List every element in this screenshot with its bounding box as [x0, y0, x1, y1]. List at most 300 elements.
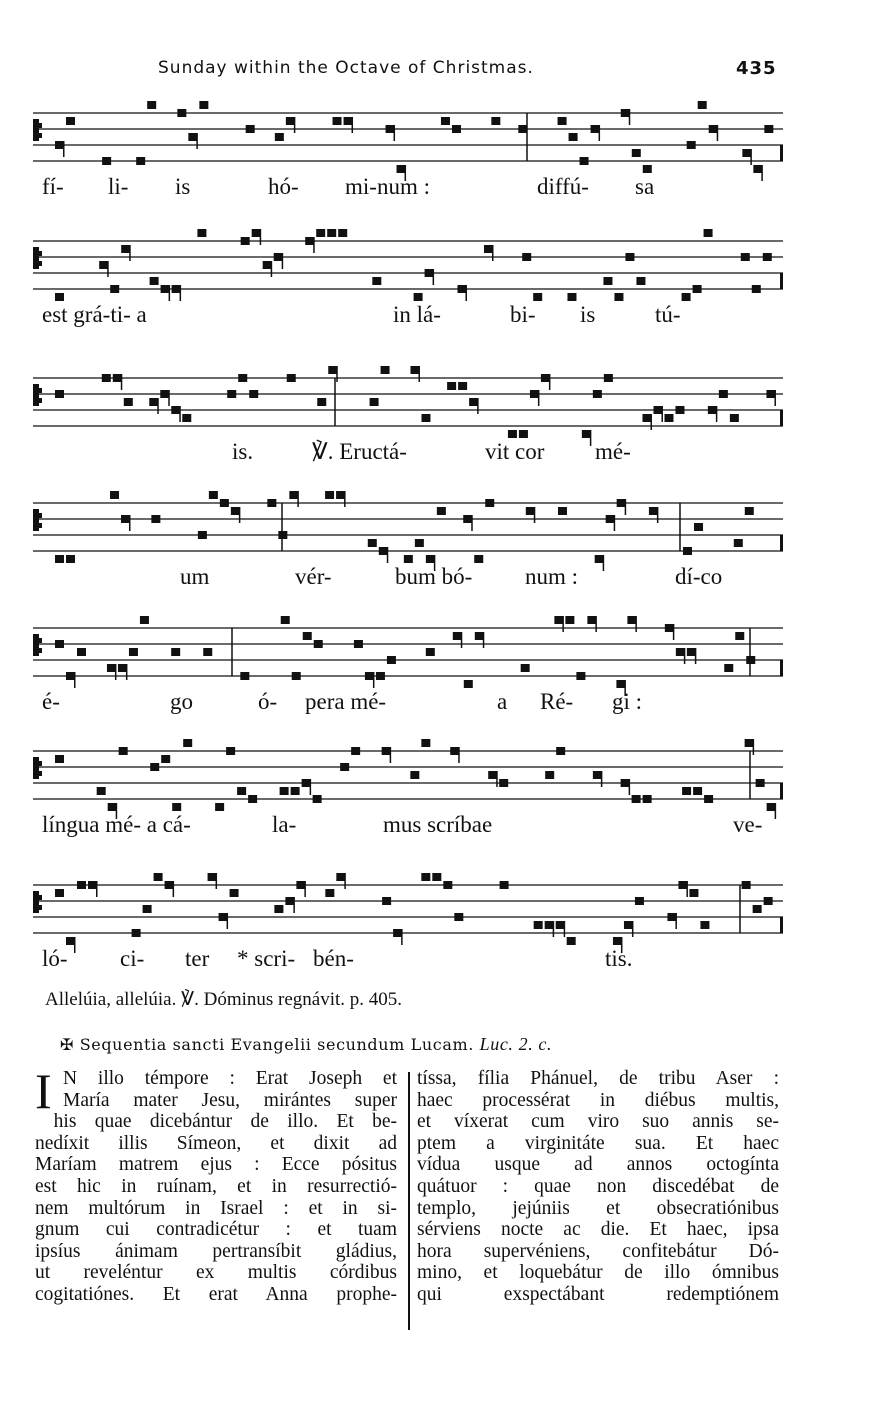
neume: [108, 803, 117, 811]
neume: [267, 499, 276, 507]
custos: [780, 535, 783, 551]
neume: [558, 117, 567, 125]
lyric-syllable: go: [170, 689, 193, 714]
running-header-title: Sunday within the Octave of Christmas.: [158, 58, 534, 78]
neume: [447, 382, 456, 390]
neume: [665, 624, 674, 632]
neume: [545, 771, 554, 779]
neume: [316, 229, 325, 237]
neume: [302, 779, 311, 787]
neume: [604, 374, 613, 382]
staff-system: [0, 100, 886, 230]
neume: [219, 913, 228, 921]
neume: [576, 672, 585, 680]
neume: [432, 873, 441, 881]
neume: [616, 680, 625, 688]
lyric-syllable: a: [497, 689, 508, 714]
neume: [603, 277, 612, 285]
neume: [745, 507, 754, 515]
neume: [161, 285, 170, 293]
neume: [240, 672, 249, 680]
staff-system: [0, 738, 886, 868]
staff: [33, 495, 783, 545]
staff: [33, 877, 783, 927]
neume: [554, 616, 563, 624]
text-line: Maríam matrem ejus : Ecce pósitus: [35, 1154, 397, 1176]
neume: [143, 905, 152, 913]
neume: [372, 277, 381, 285]
column-divider: [408, 1072, 410, 1330]
neume: [188, 133, 197, 141]
neume: [379, 547, 388, 555]
neume: [704, 229, 713, 237]
neume: [500, 881, 509, 889]
neume: [182, 414, 191, 422]
neume: [305, 237, 314, 245]
neume: [289, 491, 298, 499]
neume: [437, 507, 446, 515]
neume: [340, 763, 349, 771]
neume: [183, 739, 192, 747]
neume: [580, 157, 589, 165]
c-clef-icon: [33, 757, 42, 779]
neume: [370, 398, 379, 406]
neume: [526, 507, 535, 515]
neume: [161, 755, 170, 763]
text-line: tíssa, fília Phánuel, de tribu Aser :: [417, 1068, 779, 1089]
lyric-syllable: hó-: [268, 174, 299, 199]
neume: [107, 664, 116, 672]
neume: [533, 293, 542, 301]
neume: [519, 430, 528, 438]
staff: [33, 620, 783, 670]
lyric-syllable: ó-: [258, 689, 278, 714]
neume: [230, 889, 239, 897]
neume: [281, 616, 290, 624]
neume: [382, 747, 391, 755]
neume: [246, 125, 255, 133]
neume: [767, 803, 776, 811]
neume: [653, 406, 662, 414]
neume: [730, 414, 739, 422]
neume: [463, 515, 472, 523]
lyric-syllable: la-: [272, 812, 297, 837]
neume: [450, 747, 459, 755]
neume: [678, 881, 687, 889]
lyric-syllable: is: [580, 302, 596, 327]
neume: [766, 390, 775, 398]
neume: [328, 366, 337, 374]
neume: [325, 491, 334, 499]
neume: [99, 261, 108, 269]
neume: [154, 873, 163, 881]
neume: [693, 285, 702, 293]
neume: [541, 374, 550, 382]
neume: [708, 406, 717, 414]
neume: [593, 390, 602, 398]
neume: [746, 656, 755, 664]
neume: [667, 913, 676, 921]
gospel-heading-text: Sequentia sancti Evangelii secundum Lucam.: [79, 1035, 474, 1054]
neume: [150, 277, 159, 285]
neume: [621, 779, 630, 787]
neume: [121, 245, 130, 253]
lyric-syllable: mi-num :: [345, 174, 430, 199]
neume: [415, 539, 424, 547]
custos: [780, 410, 783, 426]
text-line: quátuor : quae non discedébat de: [417, 1175, 779, 1197]
neume: [338, 229, 347, 237]
neume: [386, 125, 395, 133]
text-line: cogitatiónes. Et erat Anna prophe-: [35, 1283, 397, 1305]
neume: [66, 672, 75, 680]
custos: [780, 660, 783, 676]
neume: [66, 555, 75, 563]
neume: [704, 795, 713, 803]
lyric-syllable: tis.: [605, 946, 633, 971]
neume: [140, 616, 149, 624]
neume: [88, 881, 97, 889]
neume: [376, 672, 385, 680]
neume: [336, 491, 345, 499]
lyric-syllable: Ré-: [540, 689, 574, 714]
neume: [55, 640, 64, 648]
staff-system: [0, 872, 886, 1002]
neume: [397, 165, 406, 173]
text-line: N illo témpore : Erat Joseph et: [63, 1068, 397, 1089]
lyric-syllable: is.: [232, 439, 254, 464]
neume: [172, 285, 181, 293]
lyric-syllable: ve-: [733, 812, 763, 837]
gospel-heading: [60, 1034, 552, 1055]
neume: [220, 499, 229, 507]
neume: [354, 640, 363, 648]
lyric-syllable: gi :: [612, 689, 643, 714]
neume: [333, 117, 342, 125]
staff: [33, 233, 783, 283]
neume: [292, 672, 301, 680]
text-line: qui exspectábant redemptiónem: [417, 1283, 779, 1305]
neume: [621, 109, 630, 117]
neume: [693, 787, 702, 795]
neume: [197, 229, 206, 237]
neume: [682, 787, 691, 795]
neume: [734, 539, 743, 547]
text-line: vídua usque ad annos octogínta: [417, 1154, 779, 1176]
neume: [280, 787, 289, 795]
neume: [443, 881, 452, 889]
staff: [33, 370, 783, 420]
neume: [675, 406, 684, 414]
lyric-syllable: diffú-: [537, 174, 589, 199]
neume: [587, 616, 596, 624]
neume: [275, 133, 284, 141]
lyric-syllable: é-: [42, 689, 60, 714]
text-line: María mater Jesu, mirántes super: [63, 1089, 397, 1111]
neume: [454, 913, 463, 921]
neume: [209, 491, 218, 499]
neume: [171, 406, 180, 414]
lyric-syllable: mus scríbae: [383, 812, 493, 837]
neume: [327, 229, 336, 237]
text-line: hora supervéniens, confitebátur Dó-: [417, 1240, 779, 1262]
lyric-syllable: in lá-: [393, 302, 441, 327]
neume: [649, 507, 658, 515]
neume: [97, 787, 106, 795]
custos: [780, 273, 783, 289]
neume: [296, 881, 305, 889]
text-line: et víxerat cum viro suo annis se-: [417, 1111, 779, 1133]
neume: [55, 889, 64, 897]
neume: [425, 269, 434, 277]
neume: [274, 253, 283, 261]
neume: [453, 632, 462, 640]
neume: [643, 165, 652, 173]
neume: [177, 109, 186, 117]
gospel-reference: Luc. 2. c.: [479, 1034, 553, 1054]
staff: [33, 743, 783, 793]
neume: [591, 125, 600, 133]
lyric-syllable: bum bó-: [395, 564, 473, 589]
neume: [410, 771, 419, 779]
lyric-syllable: ter: [185, 946, 210, 971]
lyric-syllable: ℣. Eructá-: [312, 439, 407, 464]
lyric-syllable: li-: [108, 174, 129, 199]
text-line: haec processérat in diébus multis,: [417, 1089, 779, 1111]
neume: [643, 795, 652, 803]
c-clef-icon: [33, 509, 42, 531]
neume: [627, 616, 636, 624]
text-line: mino, et loquebátur de illo ómnibus: [417, 1262, 779, 1284]
custos: [780, 783, 783, 799]
neume: [593, 771, 602, 779]
neume: [687, 141, 696, 149]
neume: [745, 739, 754, 747]
neume: [475, 632, 484, 640]
neume: [351, 747, 360, 755]
neume: [129, 648, 138, 656]
neume: [203, 648, 212, 656]
neume: [252, 229, 261, 237]
neume: [742, 881, 751, 889]
lyric-syllable: fí-: [42, 174, 64, 199]
neume: [381, 366, 390, 374]
neume: [110, 491, 119, 499]
neume: [676, 648, 685, 656]
neume: [565, 616, 574, 624]
neume: [753, 165, 762, 173]
neume: [344, 117, 353, 125]
page-number: 435: [736, 58, 777, 79]
neume: [683, 547, 692, 555]
neume: [132, 929, 141, 937]
neume: [160, 390, 169, 398]
lyric-syllable: sa: [635, 174, 655, 199]
neume: [491, 117, 500, 125]
lyric-syllable: dí-co: [675, 564, 723, 589]
neume: [171, 648, 180, 656]
neume: [121, 515, 130, 523]
neume: [484, 245, 493, 253]
text-line: gnum cui contradicétur : et tuam: [35, 1219, 397, 1241]
neume: [614, 293, 623, 301]
neume: [55, 755, 64, 763]
neume: [421, 414, 430, 422]
neume: [237, 787, 246, 795]
staff-system: [0, 365, 886, 495]
neume: [314, 640, 323, 648]
neume: [698, 101, 707, 109]
neume: [368, 539, 377, 547]
neume: [136, 157, 145, 165]
drop-cap: I: [35, 1063, 52, 1119]
c-clef-icon: [33, 119, 42, 141]
neume: [113, 374, 122, 382]
neume: [700, 921, 709, 929]
neume: [426, 555, 435, 563]
lyric-syllable: bi-: [510, 302, 536, 327]
neume: [709, 125, 718, 133]
neume: [518, 125, 527, 133]
neume: [632, 149, 641, 157]
text-line: ut reveléntur ex multis córdibus: [35, 1262, 397, 1284]
neume: [452, 125, 461, 133]
neume: [545, 921, 554, 929]
neume: [365, 672, 374, 680]
neume: [753, 905, 762, 913]
neume: [147, 101, 156, 109]
neume: [215, 803, 224, 811]
lyric-syllable: est grá-ti- a: [42, 302, 147, 327]
lyric-syllable: num :: [525, 564, 579, 589]
text-line: templo, jejúniis et obsecratiónibus: [417, 1197, 779, 1219]
lyric-syllable: ci-: [120, 946, 145, 971]
neume: [313, 795, 322, 803]
neume: [499, 779, 508, 787]
neume: [110, 285, 119, 293]
neume: [522, 253, 531, 261]
neume: [617, 499, 626, 507]
text-line: est hic in ruínam, et in resurrectió-: [35, 1175, 397, 1197]
neume: [595, 555, 604, 563]
neume: [752, 285, 761, 293]
neume: [741, 253, 750, 261]
neume: [336, 873, 345, 881]
neume: [556, 747, 565, 755]
lyric-syllable: bén-: [313, 946, 354, 971]
text-line: nem multórum in Israel : et in si-: [35, 1197, 397, 1219]
neume: [421, 739, 430, 747]
neume: [102, 157, 111, 165]
neume: [278, 531, 287, 539]
neume: [735, 632, 744, 640]
neume: [404, 555, 413, 563]
custos: [780, 145, 783, 161]
neume: [303, 632, 312, 640]
neume: [458, 382, 467, 390]
neume: [274, 905, 283, 913]
neume: [231, 507, 240, 515]
alleluia-rubric: Allelúia, allelúia. ℣. Dóminus regnávit. p. 405.: [45, 989, 403, 1010]
neume: [287, 374, 296, 382]
neume: [556, 921, 565, 929]
neume: [55, 293, 64, 301]
neume: [165, 881, 174, 889]
staff-system: [0, 490, 886, 620]
neume: [485, 499, 494, 507]
text-line: nedíxit illis Símeon, et dixit ad: [35, 1132, 397, 1154]
neume: [199, 101, 208, 109]
neume: [530, 390, 539, 398]
neume: [664, 414, 673, 422]
lyric-syllable: língua mé- a cá-: [42, 812, 191, 837]
neume: [241, 237, 250, 245]
neume: [521, 664, 530, 672]
neume: [558, 507, 567, 515]
lyric-syllable: * scri-: [237, 946, 296, 971]
neume: [291, 787, 300, 795]
neume: [208, 873, 217, 881]
text-line: his quae dicebántur de illo. Et be-: [53, 1111, 397, 1133]
neume: [756, 779, 765, 787]
neume: [636, 277, 645, 285]
neume: [632, 795, 641, 803]
neume: [694, 523, 703, 531]
neume: [325, 889, 334, 897]
gospel-text-left-column: [35, 1063, 397, 1306]
custos: [780, 917, 783, 933]
neume: [55, 555, 64, 563]
text-line: ptem a virginitáte sua. Et haec: [417, 1132, 779, 1154]
neume: [382, 897, 391, 905]
neume: [55, 141, 64, 149]
c-clef-icon: [33, 247, 42, 269]
neume: [102, 374, 111, 382]
neume: [567, 937, 576, 945]
neume: [124, 398, 133, 406]
neume: [66, 117, 75, 125]
staff-system: [0, 615, 886, 745]
neume: [508, 430, 517, 438]
neume: [567, 293, 576, 301]
neume: [421, 873, 430, 881]
neume: [625, 253, 634, 261]
lyric-syllable: vér-: [295, 564, 332, 589]
neume: [569, 133, 578, 141]
neume: [642, 414, 651, 422]
neume: [410, 366, 419, 374]
neume: [457, 285, 466, 293]
neume: [393, 929, 402, 937]
neume: [474, 555, 483, 563]
neume: [687, 648, 696, 656]
neume: [763, 253, 772, 261]
neume: [317, 398, 326, 406]
neume: [764, 897, 773, 905]
neume: [534, 921, 543, 929]
neume: [226, 747, 235, 755]
c-clef-icon: [33, 384, 42, 406]
neume: [119, 747, 128, 755]
neume: [724, 664, 733, 672]
lyric-syllable: tú-: [655, 302, 681, 327]
neume: [764, 125, 773, 133]
neume: [469, 398, 478, 406]
neume: [606, 515, 615, 523]
neume: [198, 531, 207, 539]
neume: [248, 795, 257, 803]
neume: [488, 771, 497, 779]
